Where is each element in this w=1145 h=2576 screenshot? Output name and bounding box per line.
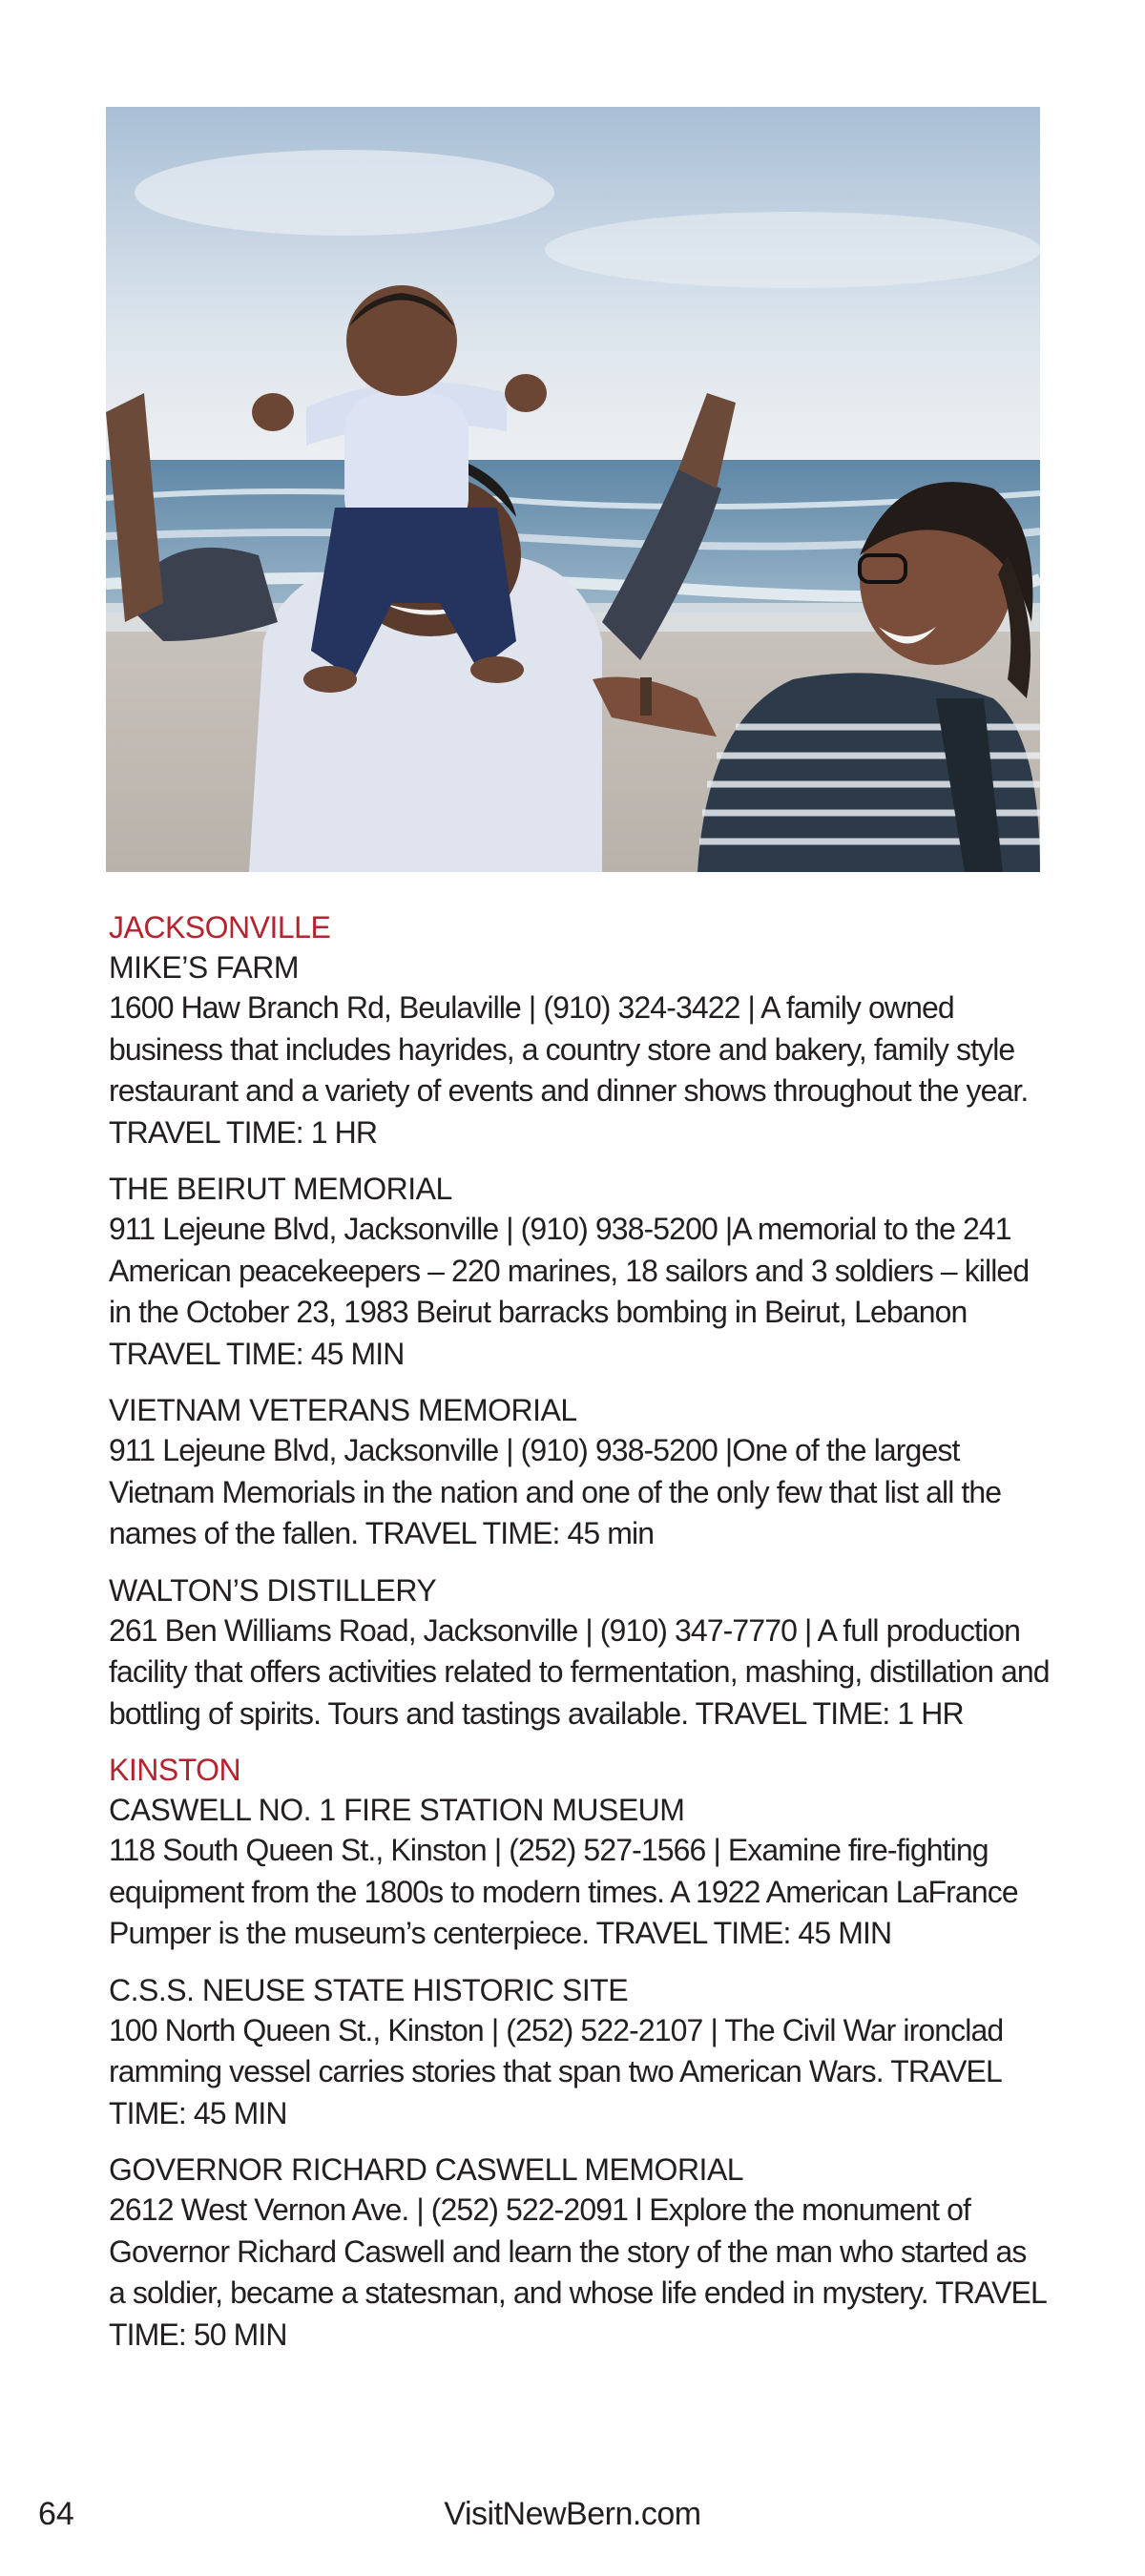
attraction-title: CASWELL NO. 1 FIRE STATION MUSEUM xyxy=(109,1793,685,1827)
section-jacksonville xyxy=(109,907,1050,1735)
attraction-title: C.S.S. NEUSE STATE HISTORIC SITE xyxy=(109,1972,629,2007)
attraction-title: VIETNAM VETERANS MEMORIAL xyxy=(109,1393,577,1427)
attraction-description: 118 South Queen St., Kinston | (252) 527-1566 | Examine fire-fighting equipment from the 1800s to modern times. A 1922 American LaFrance Pumper is the museum’s centerpiece. TRAVEL TIME: 45 MIN xyxy=(109,1833,1018,1950)
page-number: 64 xyxy=(38,2496,74,2532)
attraction-title: THE BEIRUT MEMORIAL xyxy=(109,1172,452,1206)
city-heading-jacksonville: JACKSONVILLE xyxy=(109,910,331,945)
attraction-entry xyxy=(109,1570,1050,1735)
city-heading-kinston: KINSTON xyxy=(109,1753,241,1787)
section-kinston xyxy=(109,1750,1050,2356)
attraction-description: 100 North Queen St., Kinston | (252) 522-2107 | The Civil War ironclad ramming vessel carries stories that span two American Wars. TRAVEL TIME: 45 MIN xyxy=(109,2012,1004,2130)
attraction-entry xyxy=(109,1169,1050,1375)
attraction-title: MIKE’S FARM xyxy=(109,950,299,985)
attraction-entry xyxy=(109,2150,1050,2356)
attraction-description: 1600 Haw Branch Rd, Beulaville | (910) 324-3422 | A family owned business that includes hayrides, a country store and bakery, family style restaurant and a variety of events and dinner shows throughout the year. TRAVEL TIME: 1 HR xyxy=(109,990,1029,1150)
attraction-entry xyxy=(109,1970,1050,2135)
attraction-entry xyxy=(109,947,1050,1153)
website-url: VisitNewBern.com xyxy=(444,2496,701,2532)
attraction-title: GOVERNOR RICHARD CASWELL MEMORIAL xyxy=(109,2152,744,2187)
attraction-entry xyxy=(109,1790,1050,1955)
attractions-list xyxy=(109,907,1050,2371)
beach-family-photo xyxy=(106,107,1040,872)
attraction-title: WALTON’S DISTILLERY xyxy=(109,1572,437,1608)
attraction-description: 2612 West Vernon Ave. | (252) 522-2091 l Explore the monument of Governor Richard Caswell and learn the story of the man who started as a soldier, became a statesman, and whose life ended in mystery. TRAVEL TIME: 50 MIN xyxy=(109,2192,1046,2352)
attraction-entry xyxy=(109,1390,1050,1555)
attraction-description: 911 Lejeune Blvd, Jacksonville | (910) 938-5200 |One of the largest Vietnam Memorials in the nation and one of the only few that list all the names of the fallen. TRAVEL TIME: 45 min xyxy=(109,1433,1002,1550)
beach-family-illustration xyxy=(106,107,1040,872)
attraction-description: 261 Ben Williams Road, Jacksonville | (910) 347-7770 | A full production facility that offers activities related to fermentation, mashing, distillation and bottling of spirits. Tours and tastings available. TRAVEL TIME: 1 HR xyxy=(109,1612,1050,1731)
attraction-description: 911 Lejeune Blvd, Jacksonville | (910) 938-5200 |A memorial to the 241 American peacekeepers – 220 marines, 18 sailors and 3 soldiers – killed in the October 23, 1983 Beirut barracks bombing in Beirut, Lebanon TRAVEL TIME: 45 MIN xyxy=(109,1212,1030,1371)
